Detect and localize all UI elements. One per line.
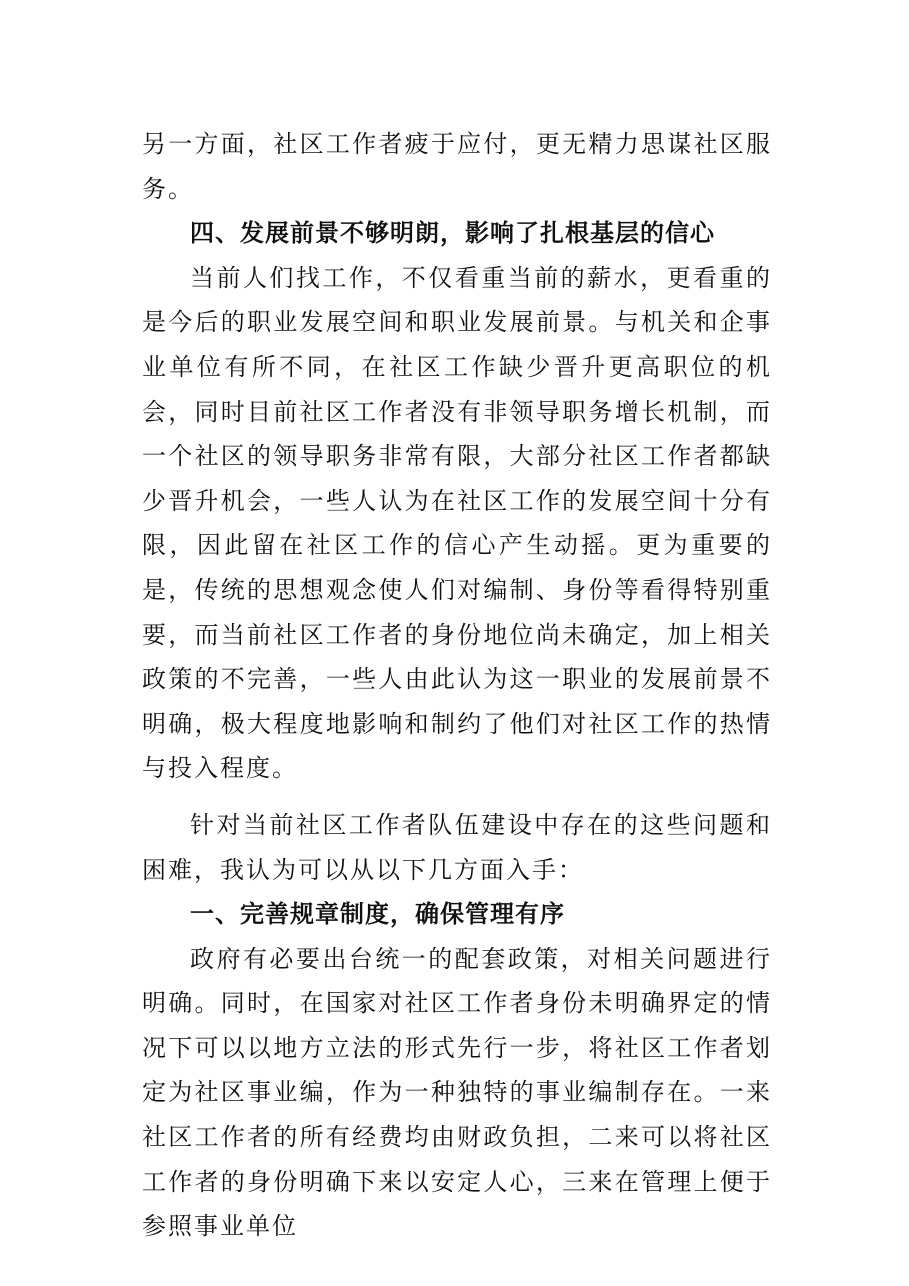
section-heading-one: 一、完善规章制度，确保管理有序 (190, 900, 565, 929)
paragraph-career-prospects: 当前人们找工作，不仅看重当前的薪水，更看重的是今后的职业发展空间和职业发展前景。与机关和企事业单位有所不同，在社区工作缺少晋升更高职位的机会，同时目前社区工作者没有非领导职务增长机制，而一个社区的领导职务非常有限，大部分社区工作者都缺少晋升机会，一些人认为在社区工作的发展空间十分有限，因此留在社区工作的信心产生动摇。更为重要的是，传统的思想观念使人们对编制、身份等看得特别重要，而当前社区工作者的身份地位尚未确定，加上相关政策的不完善，一些人由此认为这一职业的发展前景不明确，极大程度地影响和制约了他们对社区工作的热情与投入程度。 (142, 263, 772, 783)
paragraph-policy: 政府有必要出台统一的配套政策，对相关问题进行明确。同时，在国家对社区工作者身份未明确界定的情况下可以以地方立法的形式先行一步，将社区工作者划定为社区事业编，作为一种独特的事业编制存在。一来社区工作者的所有经费均由财政负担，二来可以将社区工作者的身份明确下来以安定人心，三来在管理上便于参照事业单位 (142, 944, 772, 1241)
paragraph-continuation: 另一方面，社区工作者疲于应付，更无精力思谋社区服务。 (142, 130, 772, 203)
document-body (142, 122, 772, 1249)
paragraph-transition: 针对当前社区工作者队伍建设中存在的这些问题和困难，我认为可以从以下几方面入手： (142, 810, 772, 884)
section-heading-four: 四、发展前景不够明朗，影响了扎根基层的信心 (190, 219, 715, 248)
